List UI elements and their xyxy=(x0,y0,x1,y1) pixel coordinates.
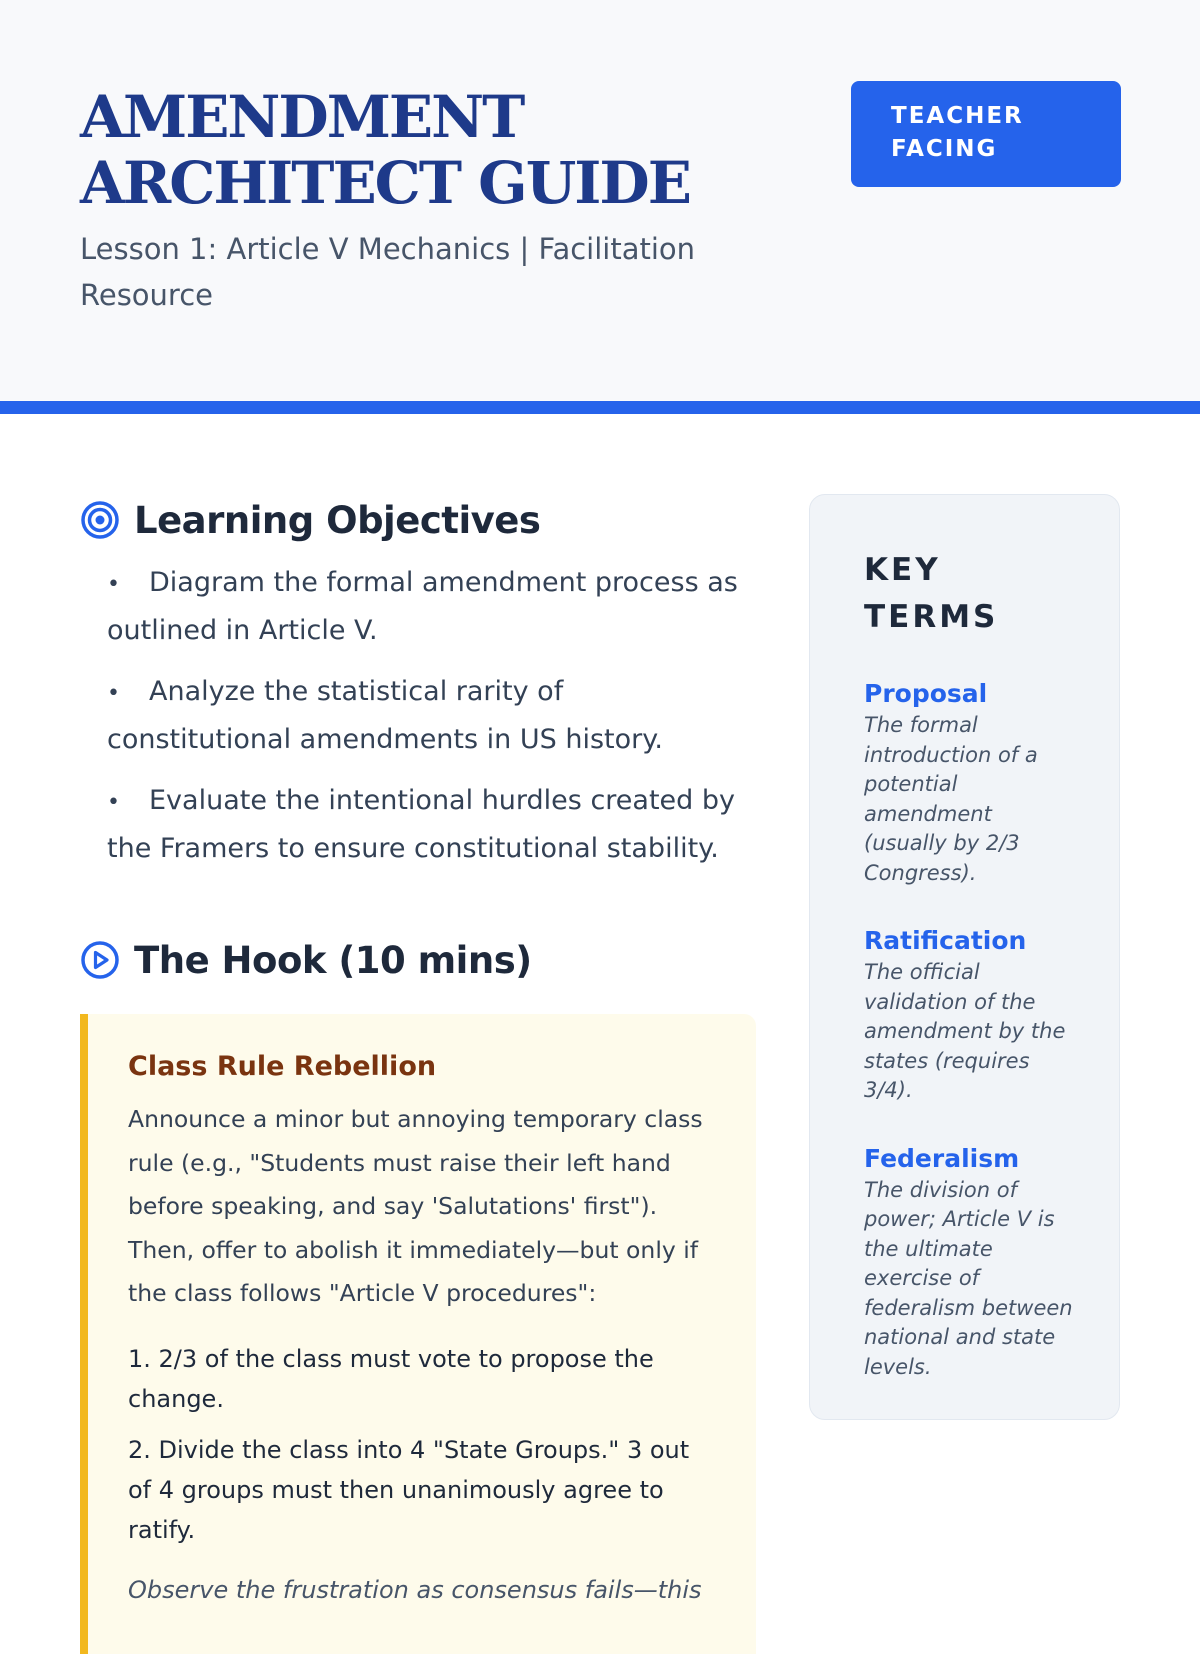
hook-card xyxy=(80,1014,756,1654)
list-item xyxy=(107,669,747,763)
badge-line-1: TEACHER xyxy=(891,103,1024,129)
objective-text: Evaluate the intentional hurdles created by the Framers to ensure constitutional stability. xyxy=(107,785,735,864)
term-definition: The division of power; Article V is the ultimate exercise of federalism between national and state levels. xyxy=(864,1177,1073,1379)
objective-text: Analyze the statistical rarity of constitutional amendments in US history. xyxy=(107,676,663,755)
hook-note: Observe the frustration as consensus fails—this xyxy=(128,1575,702,1604)
hook-step: 1. 2/3 of the class must vote to propose the change. xyxy=(128,1344,654,1413)
page-header xyxy=(0,0,1200,414)
hook-heading-row xyxy=(80,932,532,988)
term-name: Federalism xyxy=(864,1143,1020,1173)
badge-line-2: FACING xyxy=(891,136,998,162)
key-term xyxy=(864,1142,1073,1383)
play-circle-icon xyxy=(80,940,120,980)
bullet-icon: • xyxy=(107,572,120,597)
bullet-icon: • xyxy=(107,681,120,706)
key-term xyxy=(864,677,1065,888)
objectives-heading: Learning Objectives xyxy=(134,498,541,542)
term-name: Ratification xyxy=(864,926,1027,955)
hook-card-body: Announce a minor but annoying temporary class rule (e.g., "Students must raise their left hand before speaking, and say 'Salutations' first"). Then, offer to abolish it immediately—but only if the class follows "Article V procedures": xyxy=(128,1105,703,1307)
list-item xyxy=(107,778,747,872)
bullet-icon: • xyxy=(107,790,120,815)
target-icon xyxy=(80,500,120,540)
term-definition: The formal introduction of a potential amendment (usually by 2/3 Congress). xyxy=(864,713,1038,885)
objective-text: Diagram the formal amendment process as outlined in Article V. xyxy=(107,567,738,646)
hook-steps xyxy=(128,1339,716,1550)
hook-card-title: Class Rule Rebellion xyxy=(128,1051,437,1082)
audience-badge xyxy=(851,81,1121,187)
objectives-section xyxy=(80,492,760,887)
term-definition: The official validation of the amendment by the states (requires 3/4). xyxy=(864,960,1066,1102)
hook-step: 2. Divide the class into 4 "State Groups." 3 out of 4 groups must then unanimously agree to ratify. xyxy=(128,1435,690,1544)
page-title: AMENDMENT ARCHITECT GUIDE xyxy=(80,83,690,217)
key-terms-sidebar xyxy=(809,494,1120,1420)
term-name: Proposal xyxy=(864,679,988,708)
key-term xyxy=(864,924,1065,1106)
objectives-heading-row xyxy=(80,492,760,548)
key-terms-heading: KEY TERMS xyxy=(864,552,999,635)
objectives-list xyxy=(107,560,747,872)
list-item xyxy=(107,560,747,654)
page-subtitle: Lesson 1: Article V Mechanics | Facilitation Resource xyxy=(80,232,696,312)
hook-heading: The Hook (10 mins) xyxy=(134,938,532,982)
